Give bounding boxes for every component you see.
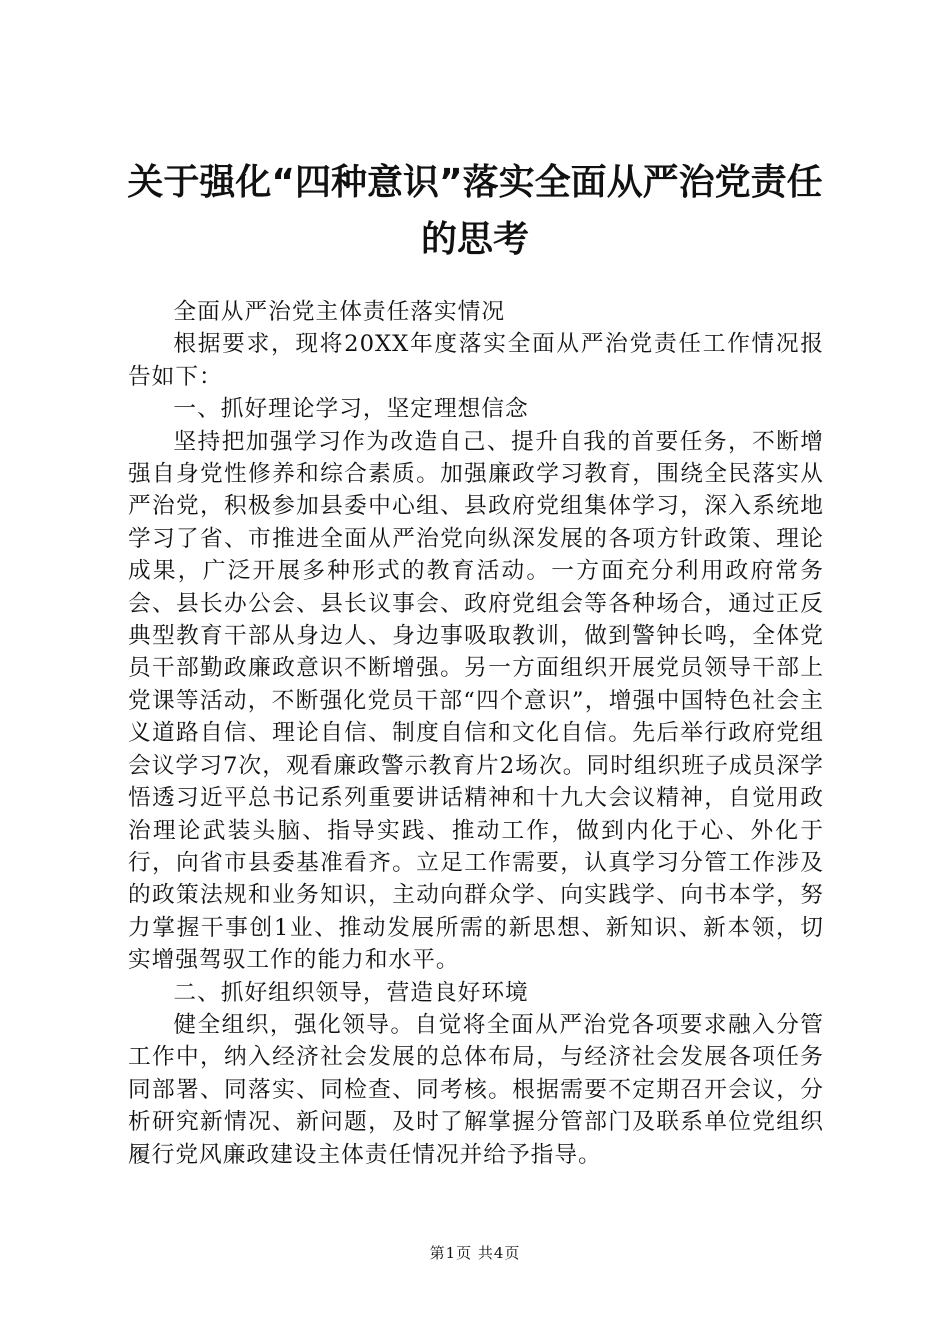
document-title-line-2: 的思考: [420, 219, 529, 260]
body-paragraph-1: 坚持把加强学习作为改造自己、提升自我的首要任务，不断增强自身党性修养和综合素质。加强廉政学习教育，围绕全民落实从严治党，积极参加县委中心组、县政府党组集体学习，深入系统地学习了省、市推进全面从严治党向纵深发展的各项方针政策、理论成果，广泛开展多种形式的教育活动。一方面充分利用政府常务会、县长办公会、县长议事会、政府党组会等各种场合，通过正反典型教育干部从身边人、身边事吸取教训，做到警钟长鸣，全体党员干部勤政廉政意识不断增强。另一方面组织开展党员领导干部上党课等活动，不断强化党员干部“四个意识”，增强中国特色社会主义道路自信、理论自信、制度自信和文化自信。先后举行政府党组会议学习7次，观看廉政警示教育片2场次。同时组织班子成员深学悟透习近平总书记系列重要讲话精神和十九大会议精神，自觉用政治理论武装头脑、指导实践、推动工作，做到内化于心、外化于行，向省市县委基准看齐。立足工作需要，认真学习分管工作涉及的政策法规和业务知识，主动向群众学、向实践学、向书本学，努力掌握干事创1业、推动发展所需的新思想、新知识、新本领，切实增强驾驭工作的能力和水平。: [128, 428, 824, 974]
section-subtitle: 全面从严治党主体责任落实情况: [173, 299, 506, 325]
document-body: [128, 296, 824, 1171]
section-heading-2: 二、抓好组织领导，营造良好环境: [173, 979, 529, 1006]
section-heading-1: 一、抓好理论学习，坚定理想信念: [173, 396, 529, 423]
document-title-line-1: 关于强化“四种意识”落实全面从严治党责任: [127, 162, 823, 203]
body-paragraph-2: 健全组织，强化领导。自觉将全面从严治党各项要求融入分管工作中，纳入经济社会发展的总体布局，与经济社会发展各项任务同部署、同落实、同检查、同考核。根据需要不定期召开会议，分析研究新情况、新问题，及时了解掌握分管部门及联系单位党组织履行党风廉政建设主体责任情况并给予指导。: [128, 1011, 824, 1168]
intro-paragraph: 根据要求，现将20XX年度落实全面从严治党责任工作情况报告如下：: [128, 331, 824, 390]
page-footer: 第1页 共4页: [429, 1244, 521, 1262]
